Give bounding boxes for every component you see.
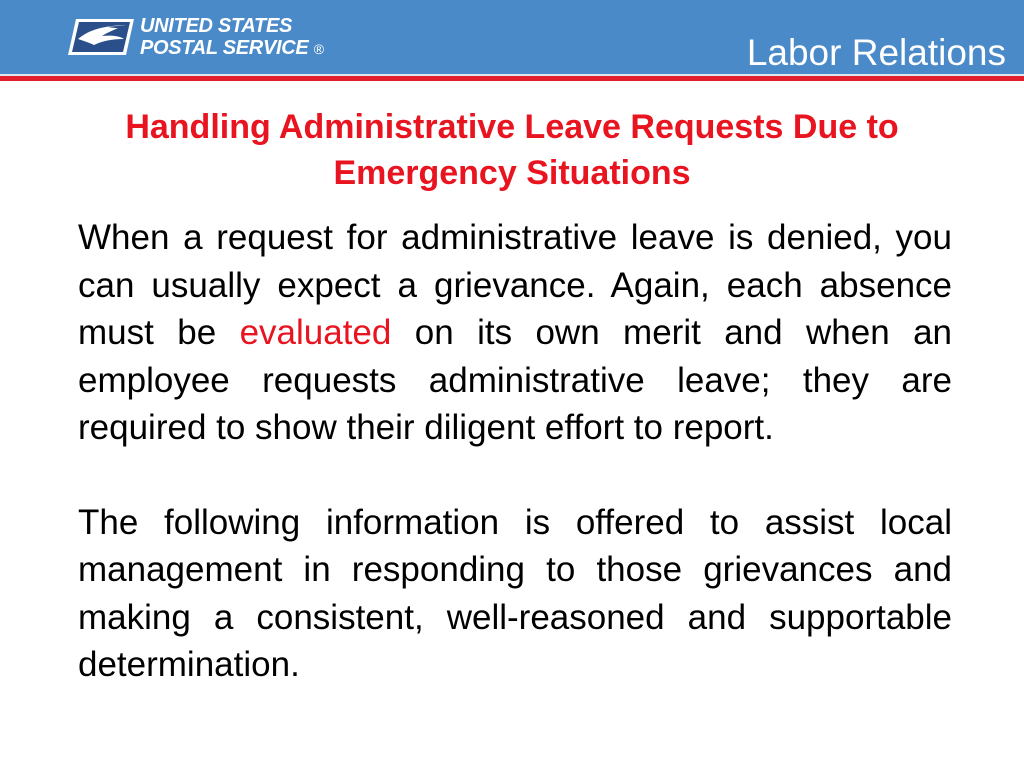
header-band: [0, 0, 1024, 76]
usps-logo: [68, 15, 328, 59]
eagle-icon: [68, 17, 134, 57]
body-paragraph-1: [78, 214, 952, 452]
slide-body: [78, 214, 952, 689]
section-label: Labor Relations: [746, 32, 1006, 73]
logo-line-2-text: POSTAL SERVICE: [140, 37, 309, 59]
logo-line-1: UNITED STATES: [140, 15, 293, 37]
paragraph-1-text-after: on its own merit and when an employee requests administrative leave; they are required to show their diligent effort to report.: [78, 313, 952, 447]
registered-mark: ®: [313, 41, 324, 57]
header-divider-red: [0, 76, 1024, 81]
logo-wordmark: [140, 15, 324, 60]
highlighted-word: evaluated: [239, 313, 392, 352]
slide-title: Handling Administrative Leave Requests Due to Emergency Situations: [125, 108, 899, 192]
body-paragraph-2: The following information is offered to assist local management in responding to those grievances and making a consistent, well-reasoned and supportable determination.: [78, 502, 952, 684]
paragraph-1-text-before: When a request for administrative leave is denied, you can usually expect a grievance. Again, each absence must be: [78, 218, 952, 352]
logo-line-2: [140, 37, 324, 60]
